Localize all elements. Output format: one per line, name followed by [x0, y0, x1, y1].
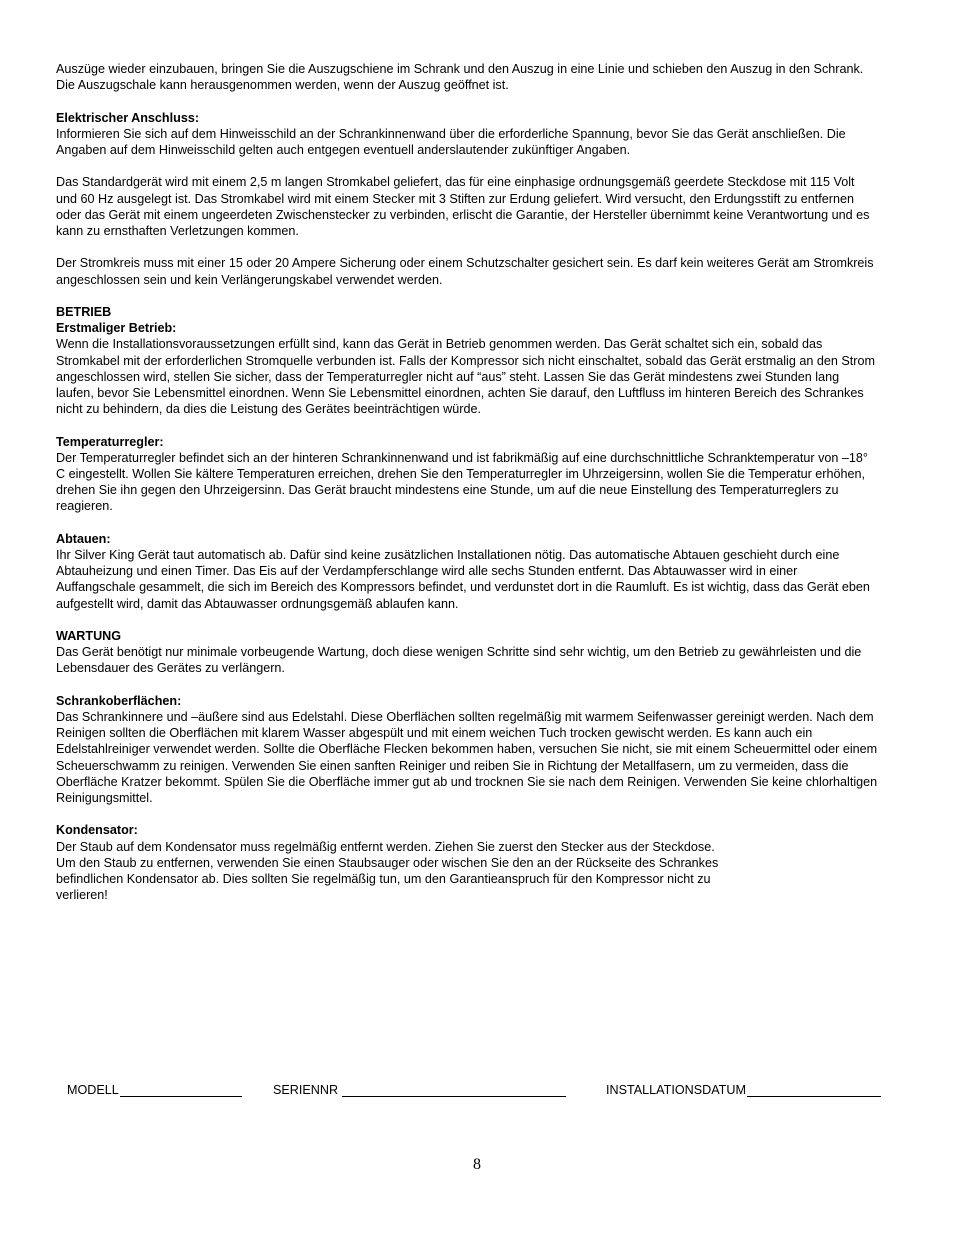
heading-schrankoberflaechen: Schrankoberflächen: — [56, 693, 182, 708]
paragraph-erstmaliger-betrieb: Wenn die Installationsvoraussetzungen erfüllt sind, kann das Gerät in Betrieb genommen werden. Das Gerät schaltet sich ein, sobald das Stromkabel mit der erforderlichen Stromquelle verbunden ist. Falls der Kompressor sich nicht einschaltet, sobald das Gerät erstmalig an den Strom angeschlossen wird, stellen Sie sicher, dass der Temperaturregler nicht auf “aus” steht. Lassen Sie das Gerät mindestens zwei Stunden lang laufen, bevor Sie Lebensmittel einordnen. Wenn Sie Lebensmittel einordnen, achten Sie darauf, den Luftfluss im hinteren Bereich des Schrankes nicht zu behindern, da dies die Leistung des Gerätes beeinträchtigen würde. — [56, 337, 875, 417]
section-temperaturregler — [56, 434, 878, 515]
heading-temperaturregler: Temperaturregler: — [56, 434, 164, 449]
heading-kondensator: Kondensator: — [56, 823, 138, 838]
paragraph-temperaturregler: Der Temperaturregler befindet sich an der hinteren Schrankinnenwand und ist fabrikmäßig auf eine durchschnittliche Schranktemperatur von –18° C eingestellt. Wollen Sie kältere Temperaturen erreichen, drehen Sie den Temperaturregler im Uhrzeigersinn, wollen Sie die Temperatur erhöhen, drehen Sie ihn gegen den Uhrzeigersinn. Das Gerät braucht mindestens eine Stunde, um auf die neue Einstellung des Temperaturreglers zu reagieren. — [56, 450, 868, 514]
page-number: 8 — [473, 1156, 481, 1173]
section-kondensator — [56, 822, 878, 903]
seriennr-input-line[interactable] — [342, 1081, 566, 1097]
paragraph-kondensator: Der Staub auf dem Kondensator muss regelmäßig entfernt werden. Ziehen Sie zuerst den Stecker aus der Steckdose. Um den Staub zu entfernen, verwenden Sie einen Staubsauger oder wischen Sie den an der Rückseite des Schrankes befindlichen Kondensator ab. Dies sollten Sie regelmäßig tun, um den Garantieanspruch für den Kompressor nicht zu verlieren! — [56, 839, 719, 903]
heading-elektrischer-anschluss: Elektrischer Anschluss: — [56, 110, 200, 125]
installationsdatum-input-line[interactable] — [747, 1081, 881, 1097]
section-abtauen — [56, 531, 878, 612]
modell-input-line[interactable] — [120, 1081, 242, 1097]
field-seriennr — [273, 1081, 566, 1097]
field-installationsdatum — [606, 1081, 881, 1097]
heading-abtauen: Abtauen: — [56, 531, 111, 546]
paragraph-stromkabel: Das Standardgerät wird mit einem 2,5 m langen Stromkabel geliefert, das für eine einphasige ordnungsgemäß geerdete Steckdose mit 115 Volt und 60 Hz ausgelegt ist. Das Stromkabel wird mit einem Stecker mit 3 Stiften zur Erdung geliefert. Wird versucht, den Erdungsstift zu entfernen oder das Gerät mit einem ungeerdeten Zwischenstecker zu verbinden, erlischt die Garantie, der Hersteller übernimmt keine Verantwortung und es kann zu ernsthaften Verletzungen kommen. — [56, 175, 870, 238]
label-seriennr: SERIENNR — [273, 1083, 339, 1097]
intro-paragraph: Auszüge wieder einzubauen, bringen Sie die Auszugschiene im Schrank und den Auszug in eine Linie und schieben den Auszug in den Schrank. Die Auszugschale kann herausgenommen werden, wenn der Auszug geöffnet ist. — [56, 62, 864, 93]
section-elektrischer-anschluss — [56, 110, 878, 288]
label-installationsdatum: INSTALLATIONSDATUM — [606, 1083, 746, 1097]
heading-wartung: WARTUNG — [56, 629, 122, 643]
heading-erstmaliger-betrieb: Erstmaliger Betrieb: — [56, 321, 177, 336]
paragraph-spannung: Informieren Sie sich auf dem Hinweisschild an der Schrankinnenwand über die erforderliche Spannung, bevor Sie das Gerät anschließen. Die Angaben auf dem Hinweisschild gelten auch entgegen eventuell anderslautender zukünftiger Angaben. — [56, 126, 846, 157]
section-schrankoberflaechen — [56, 693, 878, 806]
paragraph-stromkreis: Der Stromkreis muss mit einer 15 oder 20 Ampere Sicherung oder einem Schutzschalter gesichert sein. Es darf kein weiteres Gerät am Stromkreis angeschlossen sein und kein Verlängerungskabel verwendet werden. — [56, 256, 874, 287]
section-betrieb — [56, 304, 878, 417]
field-modell — [67, 1081, 242, 1097]
paragraph-wartung: Das Gerät benötigt nur minimale vorbeugende Wartung, doch diese wenigen Schritte sind sehr wichtig, um den Betrieb zu gewährleisten und die Lebensdauer des Gerätes zu verlängern. — [56, 645, 862, 676]
heading-betrieb: BETRIEB — [56, 304, 112, 319]
paragraph-schrankoberflaechen: Das Schrankinnere und –äußere sind aus Edelstahl. Diese Oberflächen sollten regelmäßig mit warmem Seifenwasser gereinigt werden. Nach dem Reinigen sollten die Oberflächen mit klarem Wasser abgespült und mit einem weichen Tuch trocken gewischt werden. Es kann auch ein Edelstahlreiniger verwendet werden. Sollte die Oberfläche Flecken bekommen haben, versuchen Sie nicht, sie mit einem Scheuermittel oder einem Scheuerschwamm zu reinigen. Verwenden Sie einen sanften Reiniger und reiben Sie in Richtung der Metallfasern, um zu vermeiden, dass die Oberfläche Kratzer bekommt. Spülen Sie die Oberfläche immer gut ab und trocknen Sie sie nach dem Reinigen. Verwenden Sie keine chlorhaltigen Reinigungsmittel. — [56, 710, 878, 806]
paragraph-abtauen: Ihr Silver King Gerät taut automatisch ab. Dafür sind keine zusätzlichen Installationen nötig. Das automatische Abtauen geschieht durch eine Abtauheizung und einen Timer. Das Eis auf der Verdampferschlange wird alle sechs Stunden entfernt. Das Abtauwasser wird in einer Auffangschale gesammelt, die sich im Bereich des Kompressors befindet, und verdunstet dort in die Raumluft. Es ist wichtig, dass das Gerät eben aufgestellt wird, damit das Abtauwasser ordnungsgemäß ablaufen kann. — [56, 548, 870, 611]
label-modell: MODELL — [67, 1083, 119, 1097]
footer-fields — [0, 1081, 954, 1101]
section-wartung — [56, 628, 878, 677]
document-body — [56, 61, 878, 920]
